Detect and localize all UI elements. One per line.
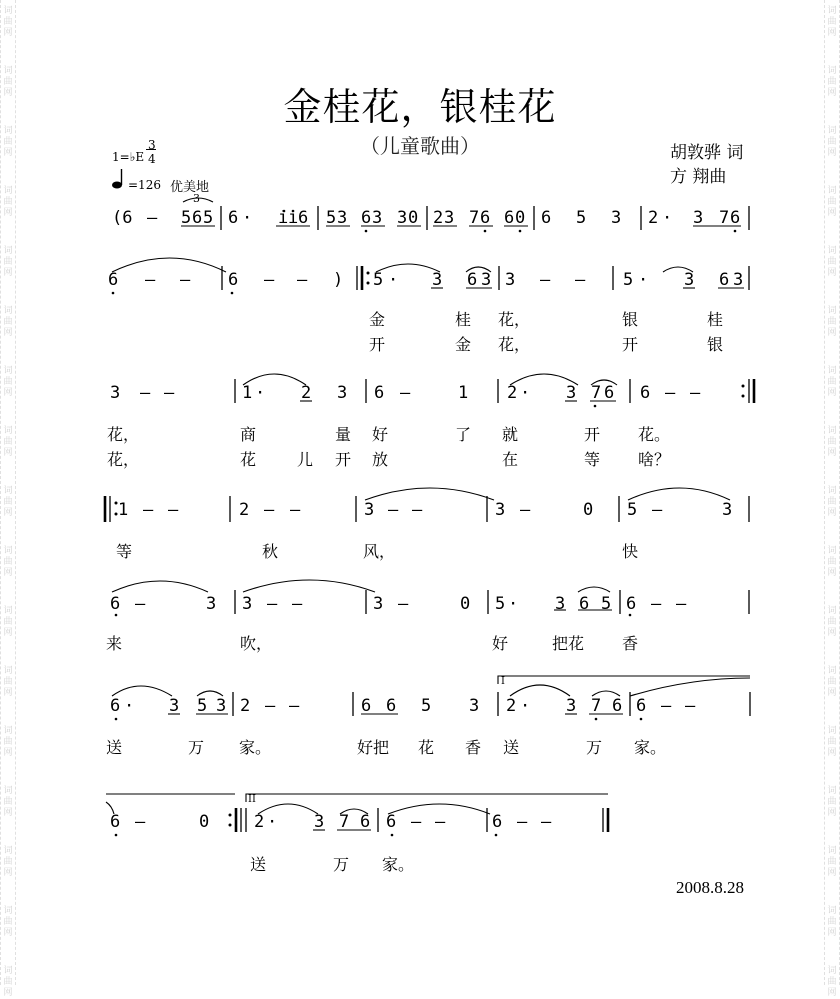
watermark-text: 词 曲 网 [827,906,837,938]
watermark-text: 词 曲 网 [827,726,837,758]
note: 6 [110,812,121,832]
lyric-verse-1: 好 [492,634,509,653]
note: 6 [636,696,647,716]
key-label: 1=♭E [112,150,145,164]
lyric-verse-2: 儿 [297,450,314,469]
note-dash: – [135,594,146,614]
watermark-text: 词 曲 网 [3,66,13,98]
note: 7 [469,208,480,228]
note-dash: – [265,696,276,716]
watermark-text: 词 曲 网 [3,666,13,698]
note: 6 [719,270,730,290]
note: 2 [254,812,265,832]
note-dash: – [388,500,399,520]
lyric-verse-2: 放 [372,450,389,469]
lyric-verse-2: 在 [502,450,519,469]
note: 3 [555,594,566,614]
note-dash: – [685,696,696,716]
lyric-verse-1: 了 [455,425,472,444]
watermark-text: 词 曲 网 [3,846,13,878]
lyricist-credit: 胡敦骅 词 [670,143,744,163]
note-dash: – [520,500,531,520]
watermark-text: 词 曲 网 [3,726,13,758]
lyric-verse-1: 来 [106,634,123,653]
watermark-text: 词 曲 网 [827,546,837,578]
note: 6 [467,270,478,290]
lyric-verse-1: 秋 [262,542,279,561]
note: 3 [206,594,217,614]
note: 0 [515,208,526,228]
composition-date: 2008.8.28 [676,878,744,897]
note: 6 [228,270,239,290]
note: 3 [337,208,348,228]
note-dash: – [164,383,175,403]
lyric-verse-1: 香 [465,738,482,757]
volta-2-label: II [248,794,256,805]
note: 5 [495,594,506,614]
note-dash: – [690,383,701,403]
note: 3 [314,812,325,832]
note: 3 [693,208,704,228]
lyric-verse-1: 金 [369,310,386,329]
note-dash: – [140,383,151,403]
note: 0 [199,812,210,832]
lyric-verse-2: 开 [369,335,386,354]
note: 6 [192,208,203,228]
lyric-verse-1: 桂 [455,310,472,329]
lyric-verse-1: 快 [622,542,639,561]
paren-close: ) [333,270,344,290]
watermark-text: 词 曲 网 [3,786,13,818]
note: 3 [469,696,480,716]
note: 5 [576,208,587,228]
note-dash: – [575,270,586,290]
lyric-verse-2: 开 [622,335,639,354]
note: 5 [203,208,214,228]
lyric-verse-2: 金 [455,335,472,354]
lyric-verse-1: 万 [586,738,603,757]
note: 3 [110,383,121,403]
note: 2 [239,500,250,520]
note: 3 [397,208,408,228]
lyric-verse-1: 家。 [634,738,667,757]
note-dash: – [435,812,446,832]
score-system-3 [0,365,840,475]
note-dash: – [398,594,409,614]
note: 0 [408,208,419,228]
lyric-verse-1: 等 [116,542,133,561]
note-dash: – [267,594,278,614]
note: 2 [507,383,518,403]
lyric-verse-1: 花。 [638,425,671,444]
note-dash: – [411,812,422,832]
lyric-verse-1: 花， [107,425,140,444]
note: 6 [640,383,651,403]
note: 1 [242,383,253,403]
lyric-verse-2: 银 [707,335,724,354]
lyric-verse-1: 万 [333,855,350,874]
note: 3 [505,270,516,290]
watermark-text: 词 曲 网 [827,66,837,98]
note-dash: – [135,812,146,832]
note: 7 [339,812,350,832]
note: 1 [118,500,129,520]
note: 0 [460,594,471,614]
dot-mark: · [255,383,266,403]
note: 6 [108,270,119,290]
note: 6 [360,812,371,832]
note-dash: – [168,500,179,520]
note: 5 [601,594,612,614]
lyric-verse-1: 家。 [382,855,415,874]
dot-mark: · [662,208,673,228]
note: 6 [579,594,590,614]
watermark-text: 词 曲 网 [827,846,837,878]
song-title: 金桂花，银桂花 [283,85,557,129]
note: 3 [566,383,577,403]
note: 6 [541,208,552,228]
note-dash: – [665,383,676,403]
watermark-text: 词 曲 网 [3,246,13,278]
note: 6 [228,208,239,228]
watermark-text: 词 曲 网 [827,126,837,158]
note: 3 [373,594,384,614]
score-system-2 [0,250,840,360]
lyric-verse-2: 啥？ [638,450,671,469]
meter-rule [146,149,156,150]
note: 6 [374,383,385,403]
lyric-verse-1: 花 [418,738,435,757]
note: 3 [444,208,455,228]
lyric-verse-1: 量 [335,425,352,444]
note: 6 [612,696,623,716]
dot-mark: · [267,812,278,832]
note-dash: – [289,696,300,716]
lyric-verse-2: 开 [335,450,352,469]
note: 3 [372,208,383,228]
note-dash: – [143,500,154,520]
note: 3 [242,594,253,614]
note: 7 [719,208,730,228]
score-system-5 [0,572,840,657]
note-dash: – [517,812,528,832]
note: 6 [110,696,121,716]
dot-mark: · [388,270,399,290]
note: 3 [216,696,227,716]
note-dash: – [264,500,275,520]
note: 6 [298,208,309,228]
note-dash: – [147,208,158,228]
watermark-text: 词 曲 网 [827,966,837,998]
note: 6 [480,208,491,228]
score-system-6 [0,670,840,760]
triplet-mark: 3 [193,192,200,205]
watermark-text: 词 曲 网 [827,426,837,458]
expression-marking: 优美地 [170,180,210,195]
note: 6 [492,812,503,832]
meter-bottom: 4 [148,152,156,166]
note: i [278,208,289,228]
lyric-verse-1: 花， [498,310,531,329]
watermark-text: 词 曲 网 [827,666,837,698]
lyric-verse-1: 开 [584,425,601,444]
watermark-text: 词 曲 网 [827,786,837,818]
tempo-marking: =126 [128,178,161,192]
watermark-text: 词 曲 网 [3,906,13,938]
note-dash: – [661,696,672,716]
note: 6 [626,594,637,614]
lyric-verse-2: 花， [107,450,140,469]
note: 5 [623,270,634,290]
note: 3 [481,270,492,290]
note: 2 [648,208,659,228]
note: 6 [604,383,615,403]
note: 6 [386,812,397,832]
watermark-text: 词 曲 网 [3,606,13,638]
lyric-verse-1: 吹， [240,634,273,653]
system-5-staff-graphics [0,572,840,632]
note: 3 [733,270,744,290]
note: 3 [364,500,375,520]
lyric-verse-1: 万 [188,738,205,757]
note: 3 [169,696,180,716]
quarter-note-icon [112,168,126,190]
song-subtitle: （儿童歌曲） [360,134,480,158]
watermark-text: 词 曲 网 [3,6,13,38]
note: 1 [458,383,469,403]
note: 5 [181,208,192,228]
dot-mark: · [242,208,253,228]
volta-1-label: I [501,676,505,687]
note-dash: – [676,594,687,614]
watermark-text: 词 曲 网 [3,486,13,518]
lyric-verse-1: 把花 [552,634,585,653]
note: 5 [421,696,432,716]
note: 2 [433,208,444,228]
note: 6 [386,696,397,716]
lyric-verse-1: 风， [363,542,396,561]
note-dash: – [651,594,662,614]
watermark-text: 词 曲 网 [3,366,13,398]
note: 5 [326,208,337,228]
note: 0 [583,500,594,520]
lyric-verse-1: 好 [372,425,389,444]
note-dash: – [292,594,303,614]
dot-mark: · [638,270,649,290]
note-dash: – [400,383,411,403]
lyric-verse-1: 送 [106,738,123,757]
score-system-4 [0,480,840,565]
lyric-verse-1: 桂 [707,310,724,329]
note-dash: – [180,270,191,290]
note: 3 [432,270,443,290]
note: 3 [337,383,348,403]
note-dash: – [264,270,275,290]
lyric-verse-1: 就 [502,425,519,444]
key-signature [112,138,156,166]
composer-credit: 方 翔曲 [670,167,727,187]
note: 7 [591,696,602,716]
note: 7 [591,383,602,403]
note: 3 [566,696,577,716]
watermark-text: 词 曲 网 [827,366,837,398]
note: 3 [495,500,506,520]
watermark-text: 词 曲 网 [3,126,13,158]
lyric-verse-2: 花 [240,450,257,469]
note: 6 [504,208,515,228]
note: i [288,208,299,228]
lyric-verse-2: 花， [498,335,531,354]
lyric-verse-1: 送 [503,738,520,757]
note: 2 [301,383,312,403]
lyric-verse-1: 商 [240,425,257,444]
watermark-text: 词 曲 网 [3,426,13,458]
watermark-text: 词 曲 网 [3,546,13,578]
note-dash: – [541,812,552,832]
watermark-text: 词 曲 网 [3,306,13,338]
lyric-verse-1: 好把 [357,738,390,757]
note-dash: – [540,270,551,290]
watermark-text: 词 曲 网 [827,486,837,518]
note-dash: – [297,270,308,290]
lyric-verse-1: 香 [622,634,639,653]
lyric-verse-1: 银 [622,310,639,329]
note-dash: – [290,500,301,520]
watermark-text: 词 曲 网 [827,6,837,38]
lyric-verse-2: 等 [584,450,601,469]
score-system-7 [0,788,840,873]
watermark-text: 词 曲 网 [827,606,837,638]
note: 6 [361,208,372,228]
note: 6 [110,594,121,614]
note: 2 [506,696,517,716]
score-system-1 [0,190,840,250]
note: 3 [611,208,622,228]
system-2-staff-graphics [0,250,840,310]
dot-mark: · [520,383,531,403]
dot-mark: · [124,696,135,716]
watermark-text: 词 曲 网 [827,306,837,338]
note-dash: – [652,500,663,520]
dot-mark: · [520,696,531,716]
note: 6 [361,696,372,716]
note: 6 [730,208,741,228]
note: 5 [373,270,384,290]
watermark-text: 词 曲 网 [827,246,837,278]
note-dash: – [145,270,156,290]
dot-mark: · [508,594,519,614]
lyric-verse-1: 送 [250,855,267,874]
note: 5 [627,500,638,520]
watermark-text: 词 曲 网 [3,966,13,998]
system-3-staff-graphics [0,365,840,425]
note: (6 [112,208,133,228]
note-dash: – [412,500,423,520]
watermark-text: 词 曲 网 [3,186,13,218]
note: 5 [197,696,208,716]
note: 3 [722,500,733,520]
meter-top: 3 [148,138,156,152]
note: 3 [684,270,695,290]
watermark-text: 词 曲 网 [827,186,837,218]
note: 2 [240,696,251,716]
lyric-verse-1: 家。 [239,738,272,757]
